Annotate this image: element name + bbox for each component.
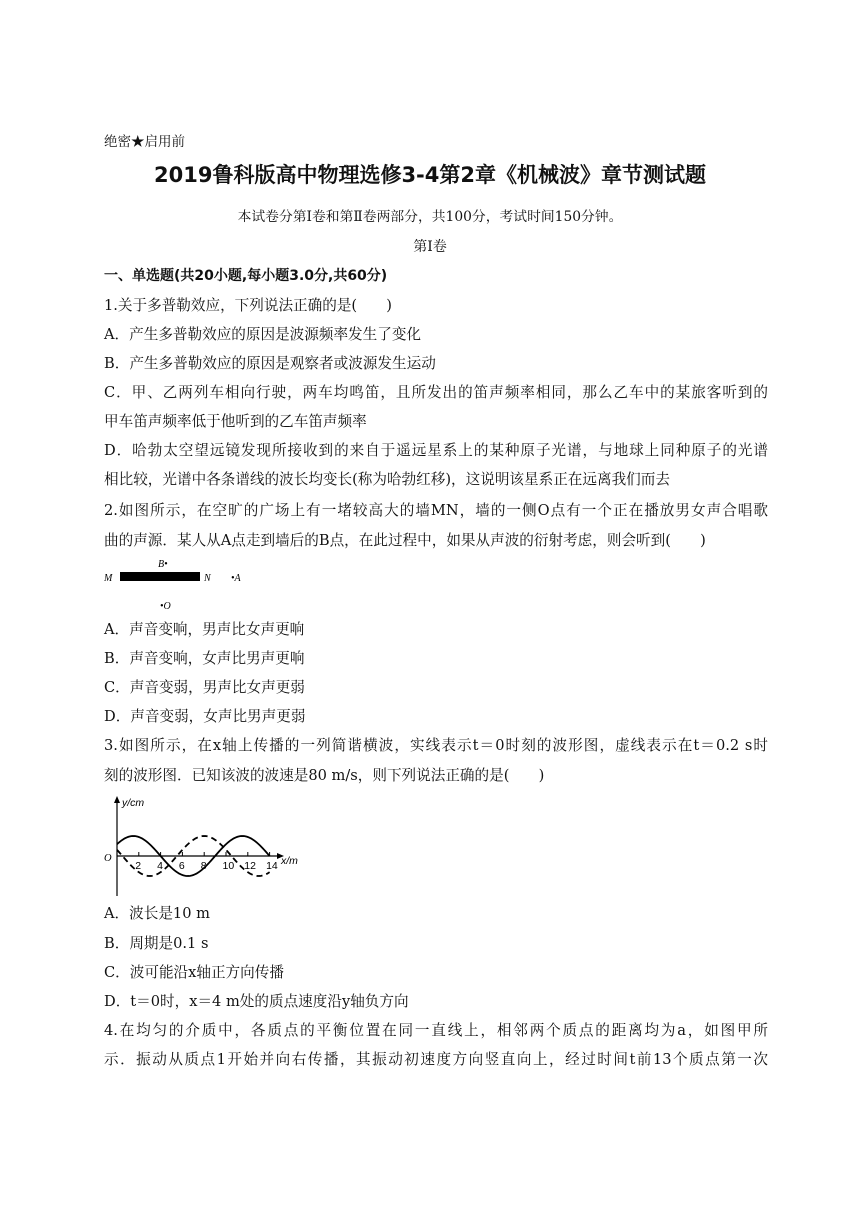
q4-stem-line1: 4.在均匀的介质中，各质点的平衡位置在同一直线上，相邻两个质点的距离均为a，如图甲所 <box>104 1022 768 1039</box>
label-o: •O <box>160 601 171 612</box>
label-m: M <box>104 573 113 584</box>
exam-intro: 本试卷分第Ⅰ卷和第Ⅱ卷两部分，共100分，考试时间150分钟。 <box>237 209 623 225</box>
secret-label: 绝密★启用前 <box>104 134 185 150</box>
y-axis-arrow <box>114 796 120 803</box>
label-n: N <box>204 573 211 584</box>
x-tick-label: 4 <box>157 860 163 872</box>
section-heading: 一、单选题(共20小题,每小题3.0分,共60分) <box>104 268 388 284</box>
x-axis-label: x/m <box>281 855 298 867</box>
label-a: •A <box>231 573 241 584</box>
volume-label: 第Ⅰ卷 <box>413 239 447 255</box>
x-tick-label: 10 <box>222 860 235 872</box>
q1-option-c-line2: 甲车笛声频率低于他听到的乙车笛声频率 <box>104 413 367 430</box>
q3-option-d: D．t＝0时，x＝4 m处的质点速度沿y轴负方向 <box>104 993 409 1010</box>
q1-option-d-line1: D．哈勃太空望远镜发现所接收到的来自于遥远星系上的某种原子光谱，与地球上同种原子的光谱 <box>104 442 768 459</box>
q1-option-a: A．产生多普勒效应的原因是波源频率发生了变化 <box>104 326 422 343</box>
q1-option-b: B．产生多普勒效应的原因是观察者或波源发生运动 <box>104 355 436 372</box>
x-tick-label: 2 <box>135 860 142 872</box>
wall-mn <box>120 572 200 581</box>
q3-option-c: C．波可能沿x轴正方向传播 <box>104 964 284 981</box>
q3-option-a: A．波长是10 m <box>104 905 210 922</box>
page-title: 2019鲁科版高中物理选修3-4第2章《机械波》章节测试题 <box>154 163 706 187</box>
x-ticks <box>135 852 278 872</box>
q2-stem-line1: 2.如图所示，在空旷的广场上有一堵较高大的墙MN，墙的一侧O点有一个正在播放男女声合唱歌 <box>104 502 768 519</box>
q2-option-a: A．声音变响，男声比女声更响 <box>104 621 305 638</box>
origin-label: O <box>104 853 112 864</box>
q3-stem-line2: 刻的波形图．已知该波的波速是80 m/s，则下列说法正确的是( ) <box>104 767 545 784</box>
label-b: B• <box>158 559 168 570</box>
q3-option-b: B．周期是0.1 s <box>104 935 209 952</box>
q1-option-d-line2: 相比较，光谱中各条谱线的波长均变长(称为哈勃红移)，这说明该星系正在远离我们而去 <box>104 471 670 488</box>
q1-stem: 1.关于多普勒效应，下列说法正确的是( ) <box>104 297 393 314</box>
wave-chart <box>100 792 310 898</box>
x-tick-label: 14 <box>266 860 278 872</box>
q1-option-c-line1: C．甲、乙两列车相向行驶，两车均鸣笛，且所发出的笛声频率相同，那么乙车中的某旅客听到的 <box>104 384 768 401</box>
q2-option-b: B．声音变响，女声比男声更响 <box>104 650 305 667</box>
x-tick-label: 12 <box>244 860 256 872</box>
chart-axes <box>104 796 298 896</box>
x-tick-label: 6 <box>178 860 185 872</box>
wall-diagram <box>104 556 264 616</box>
x-tick-label: 8 <box>200 860 207 872</box>
q4-stem-line2: 示．振动从质点1开始并向右传播，其振动初速度方向竖直向上，经过时间t前13个质点第一次 <box>104 1051 768 1068</box>
q2-stem-line2: 曲的声源．某人从A点走到墙后的B点，在此过程中，如果从声波的衍射考虑，则会听到( ) <box>104 532 706 549</box>
q3-stem-line1: 3.如图所示，在x轴上传播的一列简谐横波，实线表示t＝0时刻的波形图，虚线表示在t＝0.2 s时 <box>104 737 768 754</box>
q2-option-c: C．声音变弱，男声比女声更弱 <box>104 679 305 696</box>
y-axis-label: y/cm <box>122 797 145 809</box>
q2-option-d: D．声音变弱，女声比男声更弱 <box>104 708 306 725</box>
